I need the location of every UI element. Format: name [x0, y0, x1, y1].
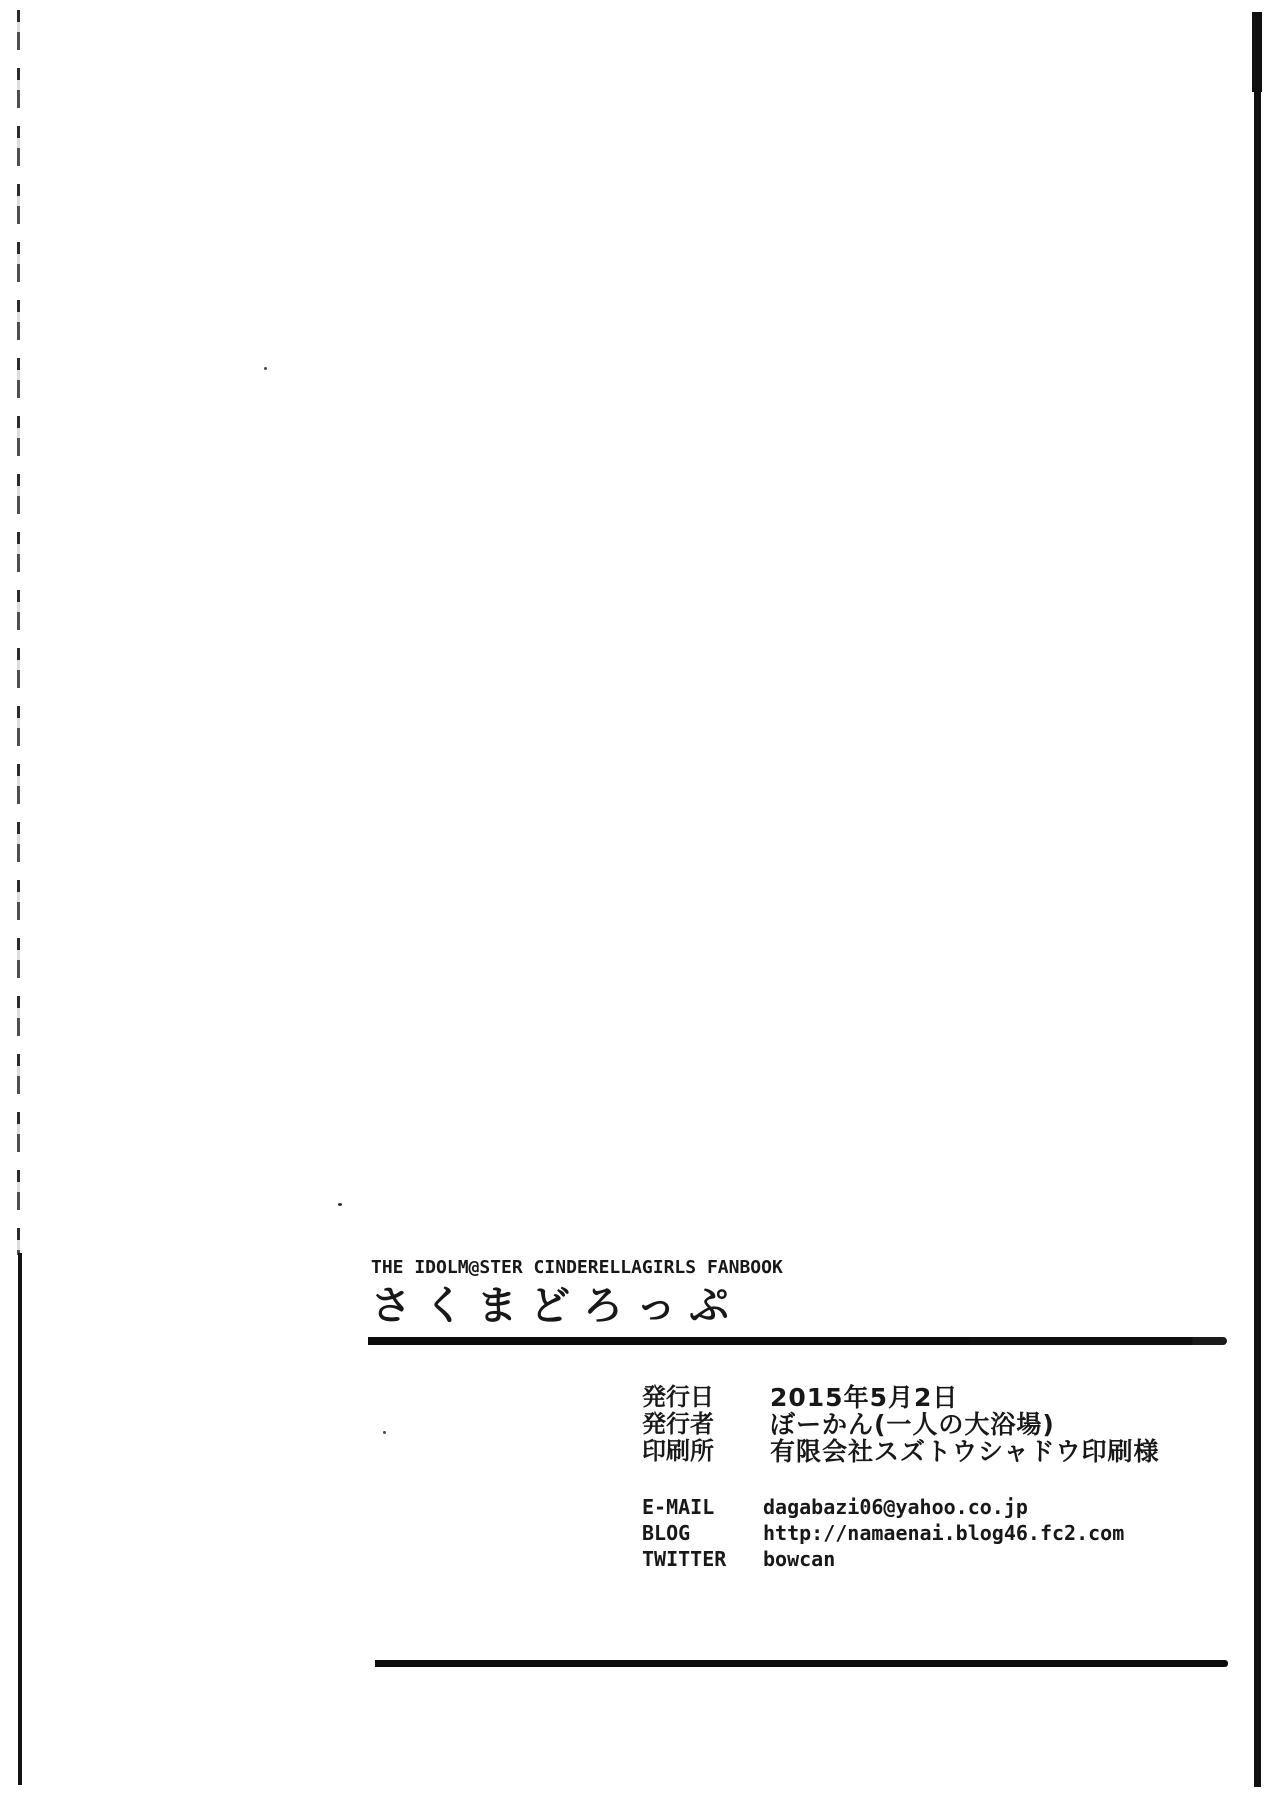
- left-scan-edge-artifact: [17, 10, 20, 1255]
- book-title: さくまどろっぷ: [371, 1282, 742, 1329]
- blog-label: BLOG: [642, 1521, 691, 1545]
- publish-date-value: 2015年5月2日: [770, 1383, 959, 1412]
- series-title-line: THE IDOLM@STER CINDERELLAGIRLS FANBOOK: [371, 1257, 783, 1278]
- scan-speck: [264, 367, 267, 370]
- email-label: E-MAIL: [642, 1495, 715, 1519]
- email-value: dagabazi06@yahoo.co.jp: [763, 1495, 1028, 1519]
- publisher-label: 発行者: [642, 1410, 714, 1438]
- footer-rule: [375, 1660, 1228, 1667]
- publication-row: [642, 1384, 1160, 1411]
- contact-row: [642, 1546, 1124, 1572]
- title-underline-rule: [368, 1337, 1227, 1345]
- left-scan-edge-artifact-solid: [18, 1253, 22, 1785]
- blog-url-value: http://namaenai.blog46.fc2.com: [763, 1521, 1125, 1545]
- scan-speck: [383, 1431, 386, 1434]
- contact-row: [642, 1520, 1124, 1546]
- printer-label: 印刷所: [642, 1437, 714, 1465]
- right-scan-edge-artifact: [1254, 12, 1261, 1787]
- twitter-handle-value: bowcan: [763, 1547, 836, 1571]
- printer-value: 有限会社スズトウシャドウ印刷様: [770, 1437, 1160, 1466]
- publication-info-block: [642, 1384, 1160, 1465]
- scan-speck: [338, 1203, 342, 1206]
- publisher-value: ぼーかん(一人の大浴場): [770, 1410, 1055, 1439]
- contact-row: [642, 1494, 1124, 1520]
- twitter-label: TWITTER: [642, 1547, 727, 1571]
- publication-row: [642, 1411, 1160, 1438]
- publication-row: [642, 1438, 1160, 1465]
- right-scan-edge-artifact-top: [1252, 12, 1262, 92]
- contact-info-block: [642, 1494, 1124, 1572]
- publish-date-label: 発行日: [642, 1383, 714, 1411]
